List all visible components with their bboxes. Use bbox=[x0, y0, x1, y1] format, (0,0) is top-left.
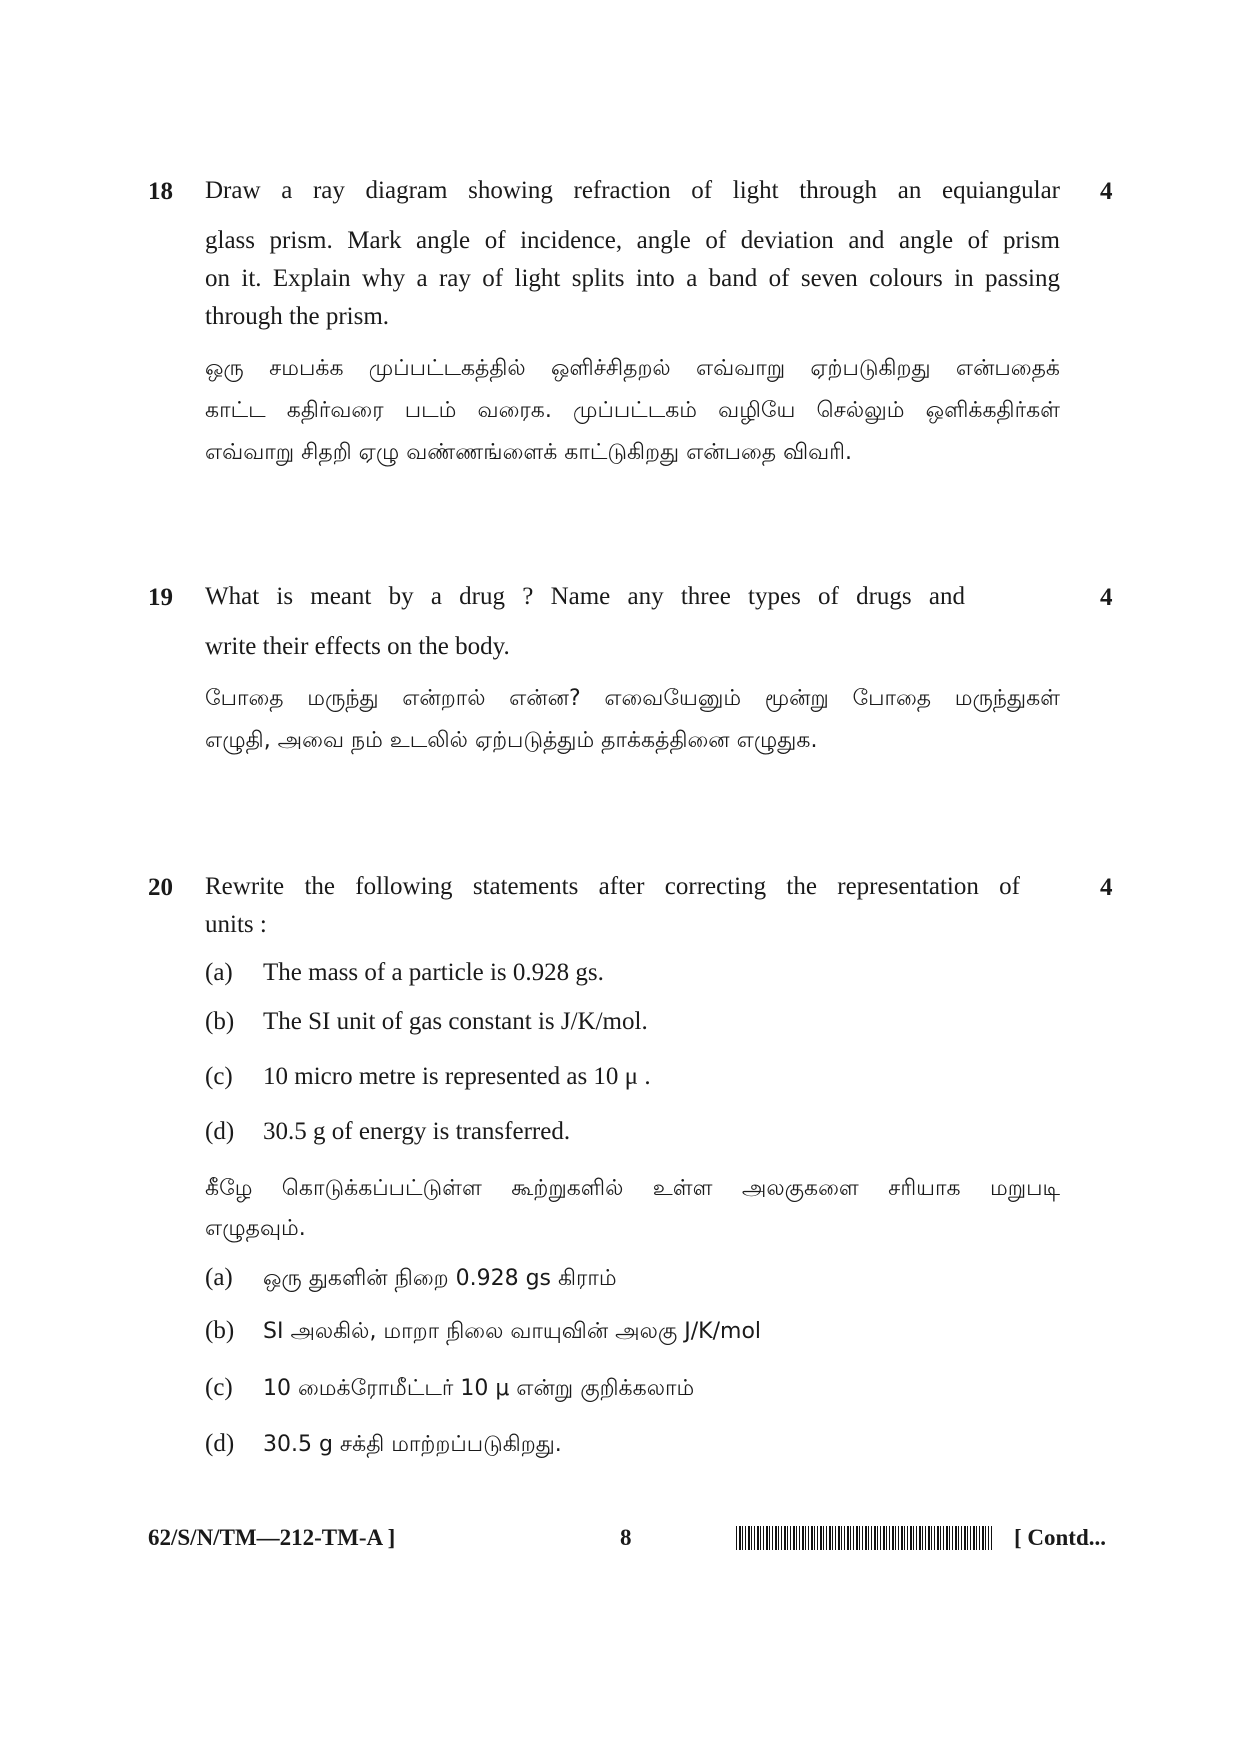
question-text-line: through the prism. bbox=[205, 303, 390, 330]
question-text-line: glass prism. Mark angle of incidence, angle of deviation and angle of prism bbox=[205, 227, 1060, 254]
question-tamil-line: எழுதவும். bbox=[205, 1216, 306, 1241]
question-number: 18 bbox=[148, 178, 173, 205]
sub-item-label: (c) bbox=[205, 1063, 233, 1090]
sub-item-text: 30.5 g of energy is transferred. bbox=[263, 1118, 571, 1145]
sub-item-d bbox=[205, 1116, 570, 1148]
paper-code: 62/S/N/TM—212-TM-A ] bbox=[148, 1525, 396, 1550]
sub-item-c bbox=[205, 1061, 651, 1093]
sub-item-text: The mass of a particle is 0.928 gs. bbox=[263, 959, 604, 986]
question-tamil-line: எவ்வாறு சிதறி ஏழு வண்ணங்ளைக் காட்டுகிறது என்பதை விவரி. bbox=[205, 440, 853, 465]
tamil-sub-item-c bbox=[205, 1372, 694, 1405]
question-text-line: write their effects on the body. bbox=[205, 633, 510, 660]
page-number: 8 bbox=[620, 1525, 632, 1550]
sub-item-label: (c) bbox=[205, 1374, 233, 1401]
sub-item-a bbox=[205, 957, 604, 989]
question-number: 20 bbox=[148, 874, 173, 901]
question-tamil-line: கீழே கொடுக்கப்பட்டுள்ள கூற்றுகளில் உள்ள அலகுகளை சரியாக மறுபடி bbox=[205, 1176, 1060, 1201]
question-text-line: units : bbox=[205, 911, 267, 938]
question-text-line: Rewrite the following statements after correcting the representation of bbox=[205, 873, 1020, 900]
sub-item-label: (b) bbox=[205, 1317, 235, 1344]
contd-label: [ Contd... bbox=[1014, 1525, 1107, 1550]
sub-item-label: (b) bbox=[205, 1008, 235, 1035]
sub-item-text: The SI unit of gas constant is J/K/mol. bbox=[263, 1008, 648, 1035]
question-marks: 4 bbox=[1100, 178, 1113, 205]
sub-item-label: (d) bbox=[205, 1430, 235, 1457]
sub-item-text: SI அலகில், மாறா நிலை வாயுவின் அலகு J/K/mol bbox=[263, 1319, 762, 1344]
question-tamil-line: ஒரு சமபக்க முப்பட்டகத்தில் ஒளிச்சிதறல் எவ்வாறு ஏற்படுகிறது என்பதைக் bbox=[205, 356, 1060, 381]
question-tamil-line: எழுதி, அவை நம் உடலில் ஏற்படுத்தும் தாக்கத்தினை எழுதுக. bbox=[205, 728, 818, 753]
sub-item-label: (d) bbox=[205, 1118, 235, 1145]
barcode bbox=[736, 1526, 992, 1550]
tamil-sub-item-d bbox=[205, 1428, 562, 1461]
sub-item-text: 10 மைக்ரோமீட்டர் 10 μ என்று குறிக்கலாம் bbox=[263, 1376, 695, 1401]
question-marks: 4 bbox=[1100, 874, 1113, 901]
sub-item-label: (a) bbox=[205, 1264, 233, 1291]
question-text-line: Draw a ray diagram showing refraction of light through an equiangular bbox=[205, 177, 1060, 204]
sub-item-label: (a) bbox=[205, 959, 233, 986]
question-text-line: on it. Explain why a ray of light splits into a band of seven colours in passing bbox=[205, 265, 1060, 292]
question-text-line: What is meant by a drug ? Name any three types of drugs and bbox=[205, 583, 965, 610]
sub-item-text: ஒரு துகளின் நிறை 0.928 gs கிராம் bbox=[263, 1266, 617, 1291]
sub-item-b bbox=[205, 1006, 648, 1038]
sub-item-text: 10 micro metre is represented as 10 μ . bbox=[263, 1063, 651, 1090]
question-marks: 4 bbox=[1100, 584, 1113, 611]
tamil-sub-item-b bbox=[205, 1315, 761, 1348]
tamil-sub-item-a bbox=[205, 1262, 617, 1295]
question-tamil-line: காட்ட கதிர்வரை படம் வரைக. முப்பட்டகம் வழியே செல்லும் ஒளிக்கதிர்கள் bbox=[205, 398, 1060, 423]
question-number: 19 bbox=[148, 584, 173, 611]
question-tamil-line: போதை மருந்து என்றால் என்ன? எவையேனும் மூன்று போதை மருந்துகள் bbox=[205, 686, 1060, 711]
sub-item-text: 30.5 g சக்தி மாற்றப்படுகிறது. bbox=[263, 1432, 562, 1457]
